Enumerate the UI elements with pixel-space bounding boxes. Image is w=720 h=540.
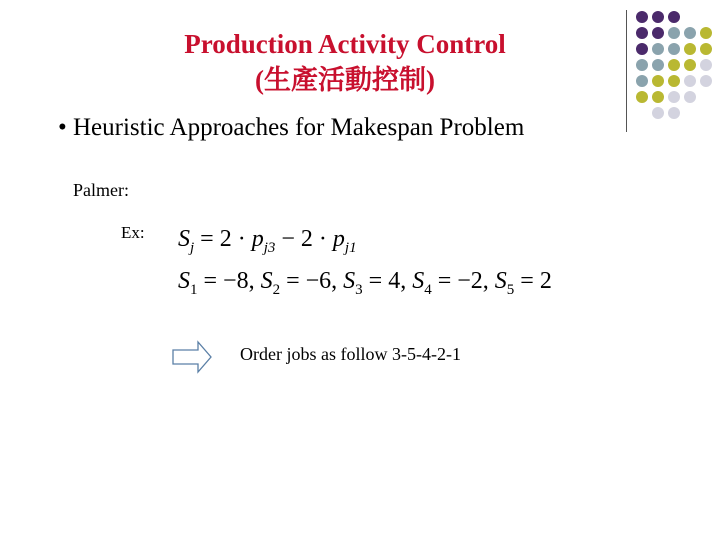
formula-s-values (178, 268, 552, 299)
dot (668, 11, 680, 23)
dot (652, 27, 664, 39)
dot (636, 75, 648, 87)
formula-sub: j3 (263, 240, 276, 256)
formula-sub: j1 (344, 240, 357, 256)
formula-var: p (332, 226, 345, 252)
method-label: Palmer: (73, 180, 129, 200)
formula-var: S (178, 226, 190, 252)
bullet-heuristic-approaches: • Heuristic Approaches for Makespan Problem (58, 114, 525, 141)
formula-var: p (251, 226, 264, 252)
order-result-text: Order jobs as follow 3-5-4-2-1 (240, 344, 461, 364)
slide-title (140, 26, 550, 98)
dot (652, 43, 664, 55)
dot (668, 91, 680, 103)
formula-var: S (260, 268, 273, 294)
formula-var: S (178, 268, 190, 294)
dot (652, 91, 664, 103)
formula-sub: j (190, 240, 195, 256)
dot (668, 75, 680, 87)
formula-var: S (412, 268, 425, 294)
formula-sub: 2 (272, 282, 281, 298)
formula-sub: 5 (506, 282, 515, 298)
dot (652, 11, 664, 23)
dot (684, 59, 696, 71)
formula-text: = −8, (197, 268, 261, 294)
dot (636, 11, 648, 23)
dot (684, 27, 696, 39)
dot (684, 75, 696, 87)
formula-text: = −2, (431, 268, 495, 294)
dot (636, 59, 648, 71)
dot (636, 91, 648, 103)
formula-text: = 4, (362, 268, 413, 294)
formula-text: = −6, (280, 268, 344, 294)
example-label: Ex: (121, 223, 145, 242)
dot (636, 43, 648, 55)
dot (684, 43, 696, 55)
formula-text: − 2 · (275, 226, 333, 252)
formula-var: S (494, 268, 507, 294)
formula-text: = 2 · (194, 226, 252, 252)
formula-sub: 1 (190, 282, 198, 298)
dot (700, 43, 712, 55)
formula-text: = 2 (514, 268, 552, 294)
dot (652, 107, 664, 119)
formula-sj (178, 226, 357, 257)
formula-sub: 4 (424, 282, 432, 298)
dot (668, 107, 680, 119)
formula-var: S (343, 268, 356, 294)
dot (668, 43, 680, 55)
dot (668, 27, 680, 39)
dot (700, 27, 712, 39)
right-arrow-icon (172, 340, 212, 374)
dot (668, 59, 680, 71)
vertical-divider (626, 10, 627, 132)
dot (652, 75, 664, 87)
title-line-2: (生產活動控制) (255, 65, 435, 95)
dot (700, 75, 712, 87)
dot (636, 27, 648, 39)
decorative-dot-grid (636, 10, 716, 122)
dot (684, 91, 696, 103)
title-line-1: Production Activity Control (184, 29, 506, 59)
formula-sub: 3 (355, 282, 363, 298)
dot (652, 59, 664, 71)
dot (700, 59, 712, 71)
